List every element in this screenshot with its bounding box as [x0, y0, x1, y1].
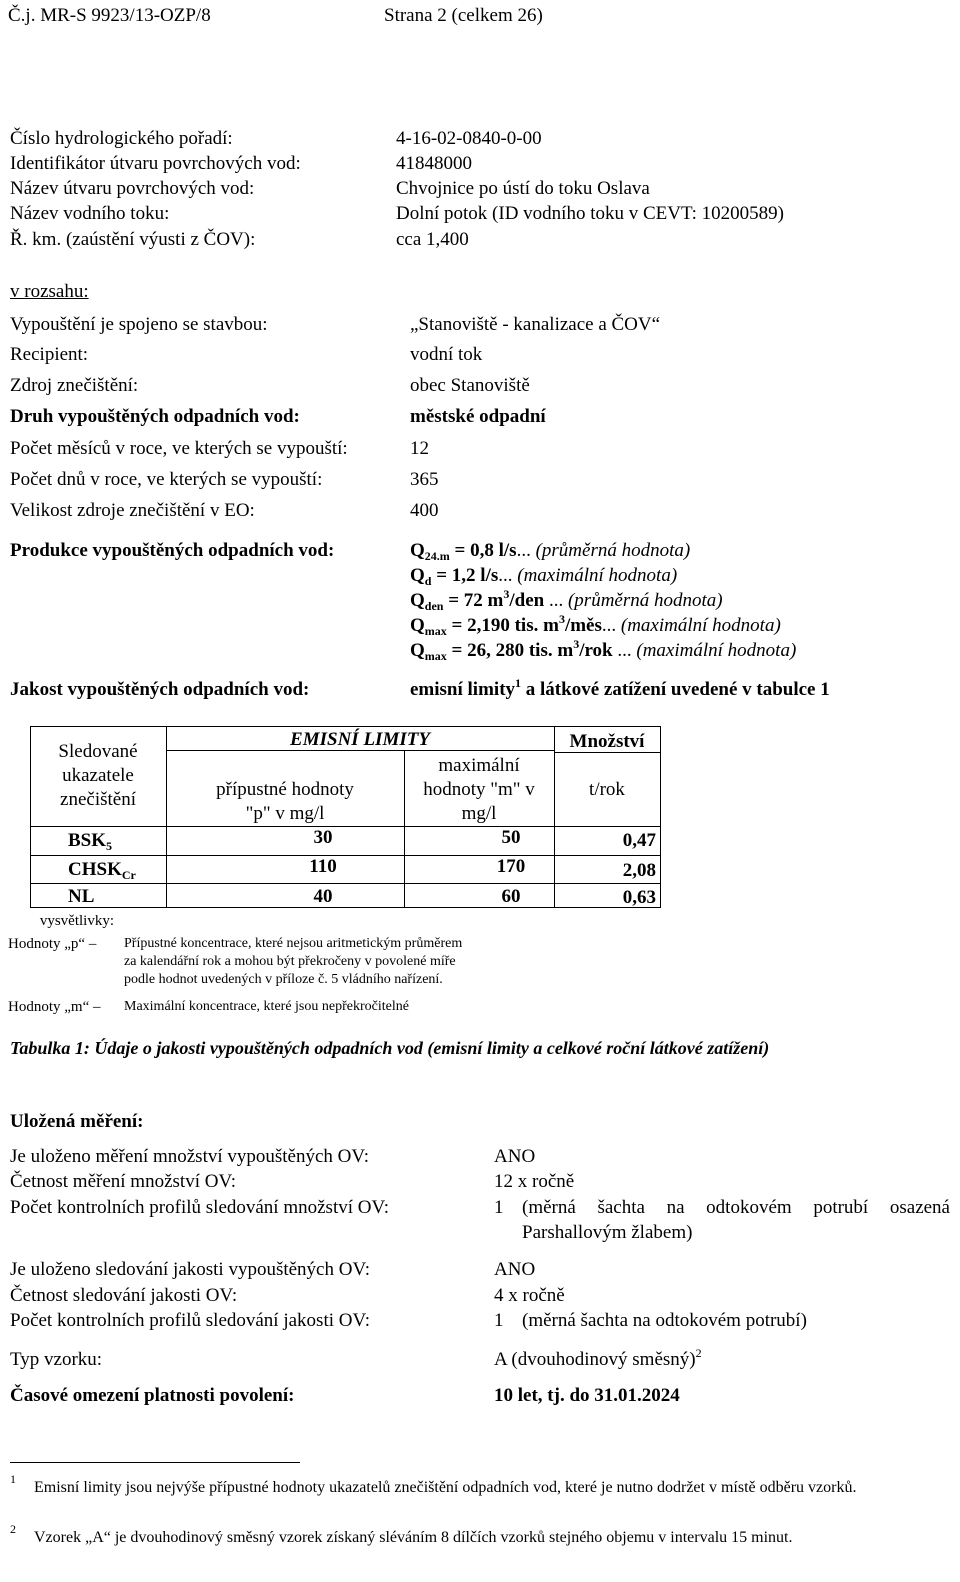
table-line	[166, 726, 167, 908]
scope-label: Velikost zdroje znečištění v EO:	[10, 500, 255, 521]
ident-label: Název útvaru povrchových vod:	[10, 178, 255, 199]
flow-note: (průměrná hodnota)	[563, 590, 723, 611]
table-row-name: NL	[68, 886, 95, 907]
header-m-values	[406, 754, 552, 826]
scope-value: 12	[410, 438, 429, 459]
page-number: Strana 2 (celkem 26)	[384, 5, 543, 26]
table-cell-m: 170	[496, 856, 526, 877]
measure-value: 12 x ročně	[494, 1171, 575, 1192]
measure-label: Četnost měření množství OV:	[10, 1171, 237, 1192]
scope-value: 400	[410, 500, 439, 521]
flow-note: (maximální hodnota)	[616, 615, 781, 636]
amount-unit: t/rok	[589, 779, 625, 800]
notes-label: vysvětlivky:	[39, 913, 114, 929]
table-line	[554, 726, 555, 908]
validity-value: 10 let, tj. do 31.01.2024	[494, 1385, 680, 1406]
scope-value: městské odpadní	[410, 406, 546, 427]
note-m-label: Hodnoty „m“ –	[8, 999, 101, 1015]
measure-label: Počet kontrolních profilů sledování množství OV:	[10, 1197, 390, 1218]
table-cell-p: 40	[313, 886, 333, 907]
flow-symbol: Q	[410, 640, 425, 661]
table-row-name: $CHSK_{Cr}$	[68, 859, 136, 882]
table-cell-m: 50	[501, 827, 521, 848]
validity-label: Časové omezení platnosti povolení:	[10, 1385, 295, 1406]
flow-unit: /rok	[579, 640, 618, 661]
ident-value: Chvojnice po ústí do toku Oslava	[396, 178, 650, 199]
flow-symbol: Q	[410, 615, 425, 636]
dots: ...	[548, 590, 564, 611]
ident-value: 4-16-02-0840-0-00	[396, 128, 542, 149]
dots: ...	[617, 640, 632, 661]
table-caption: Tabulka 1: Údaje o jakosti vypouštěných odpadních vod (emisní limity a celkové roční látkové zatížení)	[10, 1038, 770, 1058]
document-reference: Č.j. MR-S 9923/13-OZP/8	[8, 5, 211, 26]
header-text: hodnoty "m" v	[423, 779, 535, 800]
measure-label: Je uloženo měření množství vypouštěných OV:	[10, 1146, 369, 1167]
note-p-label: Hodnoty „p“ –	[8, 936, 97, 952]
dots: ...	[516, 540, 531, 561]
dots: ...	[601, 615, 617, 636]
flow-symbol: Q	[410, 565, 425, 586]
flow-symbol: Q	[410, 540, 425, 561]
ident-label: Ř. km. (zaústění výusti z ČOV):	[10, 229, 256, 250]
footnote-separator	[10, 1462, 300, 1463]
note-m-text: Maximální koncentrace, které jsou nepřekročitelné	[124, 999, 409, 1014]
flow-note: (průměrná hodnota)	[530, 540, 691, 561]
table-cell-m: 60	[501, 886, 521, 907]
flow-subscript: 24.m	[424, 549, 450, 563]
flow-unit: /den	[509, 590, 549, 611]
header-text: "p" v mg/l	[245, 803, 325, 824]
sample-type-value: A (dvouhodinový směsný)$^2$	[494, 1346, 702, 1370]
measure-value-cont: Parshallovým žlabem)	[522, 1222, 693, 1243]
measure-num: 1	[494, 1197, 504, 1218]
table-line	[30, 726, 661, 727]
sample-type-label: Typ vzorku:	[10, 1349, 103, 1370]
table-cell-amount: 0,63	[622, 887, 656, 908]
flow-note: (maximální hodnota)	[631, 640, 797, 661]
flow-value: = 72 m	[443, 590, 504, 611]
header-indicators	[32, 740, 164, 812]
footnote-text: Emisní limity jsou nejvýše přípustné hodnoty ukazatelů znečištění odpadních vod, které je nutno dodržet v místě odběru vzorků.	[34, 1479, 857, 1496]
flow-subscript: d	[424, 574, 432, 588]
measure-value: (měrná šachta na odtokovém potrubí)	[522, 1310, 807, 1331]
ident-label: Číslo hydrologického pořadí:	[10, 128, 233, 149]
production-label: Produkce vypouštěných odpadních vod:	[10, 540, 335, 561]
scope-label: Počet měsíců v roce, ve kterých se vypouští:	[10, 438, 348, 459]
note-p-text: Přípustné koncentrace, které nejsou aritmetickým průměrem za kalendářní rok a mohou být překročeny v povolené míře podle hodnot uvedených v příloze č. 5 vládního nařízení.	[124, 936, 463, 987]
header-text: mg/l	[461, 803, 497, 824]
production-row	[410, 539, 690, 563]
measure-label: Počet kontrolních profilů sledování jakosti OV:	[10, 1310, 371, 1331]
flow-subscript: max	[424, 624, 447, 638]
production-row	[410, 614, 781, 638]
measure-num: 1	[494, 1310, 504, 1331]
table-line	[660, 726, 661, 908]
table-cell-p: 110	[309, 856, 337, 877]
footnote-ref: 1	[515, 676, 522, 690]
table-cell-p: 30	[313, 827, 333, 848]
header-text: znečištění	[60, 789, 136, 810]
production-row	[410, 589, 723, 613]
flow-value: = 2,190 tis. m	[446, 615, 559, 636]
ident-label: Identifikátor útvaru povrchových vod:	[10, 153, 301, 174]
quality-value-a: emisní limity	[410, 679, 516, 700]
measure-value: ANO	[494, 1259, 536, 1280]
flow-superscript: 3	[558, 612, 565, 626]
scope-value: vodní tok	[410, 344, 483, 365]
header-text: maximální	[438, 755, 520, 776]
emission-limits-title: EMISNÍ LIMITY	[290, 729, 430, 750]
footnote-text: Vzorek „A“ je dvouhodinový směsný vzorek získaný sléváním 8 dílčích vzorků stejného objemu v intervalu 15 minut.	[34, 1529, 793, 1546]
table-cell-amount: 2,08	[622, 860, 656, 881]
flow-value: = 0,8 l/s	[449, 540, 517, 561]
scope-label: Druh vypouštěných odpadních vod:	[10, 406, 300, 427]
footnote-ref: 2	[695, 1346, 702, 1360]
flow-superscript: 3	[503, 587, 510, 601]
measure-value: (měrná šachta na odtokovém potrubí osazená	[522, 1197, 950, 1218]
footnote-number: 1	[10, 1472, 16, 1486]
dots: ...	[498, 565, 513, 586]
flow-value: = 1,2 l/s	[431, 565, 499, 586]
measure-value: 4 x ročně	[494, 1285, 565, 1306]
quality-value	[410, 678, 830, 702]
measure-label: Četnost sledování jakosti OV:	[10, 1285, 238, 1306]
production-row	[410, 639, 796, 663]
ident-value: Dolní potok (ID vodního toku v CEVT: 10200589)	[396, 203, 785, 224]
ident-label: Název vodního toku:	[10, 203, 170, 224]
flow-superscript: 3	[573, 637, 580, 651]
ident-value: cca 1,400	[396, 229, 469, 250]
header-text: přípustné hodnoty	[216, 779, 354, 800]
scope-label: Zdroj znečištění:	[10, 375, 139, 396]
measure-label: Je uloženo sledování jakosti vypouštěných OV:	[10, 1259, 371, 1280]
ident-value: 41848000	[396, 153, 472, 174]
flow-subscript: max	[424, 649, 447, 663]
table-cell-amount: 0,47	[622, 830, 656, 851]
quality-label: Jakost vypouštěných odpadních vod:	[10, 679, 310, 700]
flow-symbol: Q	[410, 590, 425, 611]
scope-label: Vypouštění je spojeno se stavbou:	[10, 314, 268, 335]
scope-value: 365	[410, 469, 439, 490]
production-row	[410, 564, 677, 588]
flow-unit: /měs	[564, 615, 602, 636]
header-p-values	[168, 778, 402, 826]
table-row-name: $BSK_5$	[68, 830, 113, 853]
scope-label: Recipient:	[10, 344, 89, 365]
header-text: Sledované	[58, 741, 138, 762]
scope-value: obec Stanoviště	[410, 375, 530, 396]
table-line	[30, 883, 661, 884]
amount-title: Množství	[569, 731, 645, 752]
header-text: ukazatele	[62, 765, 134, 786]
measure-value: ANO	[494, 1146, 536, 1167]
flow-value: = 26, 280 tis. m	[446, 640, 574, 661]
scope-label: Počet dnů v roce, ve kterých se vypouští:	[10, 469, 323, 490]
scope-value: „Stanoviště - kanalizace a ČOV“	[410, 314, 661, 335]
flow-subscript: den	[424, 599, 444, 613]
table-line	[30, 726, 31, 908]
footnote-number: 2	[10, 1522, 16, 1536]
scope-heading: v rozsahu:	[10, 281, 89, 302]
flow-note: (maximální hodnota)	[512, 565, 678, 586]
measurements-heading: Uložená měření:	[10, 1111, 144, 1132]
quality-value-b: a látkové zatížení uvedené v tabulce 1	[521, 679, 830, 700]
